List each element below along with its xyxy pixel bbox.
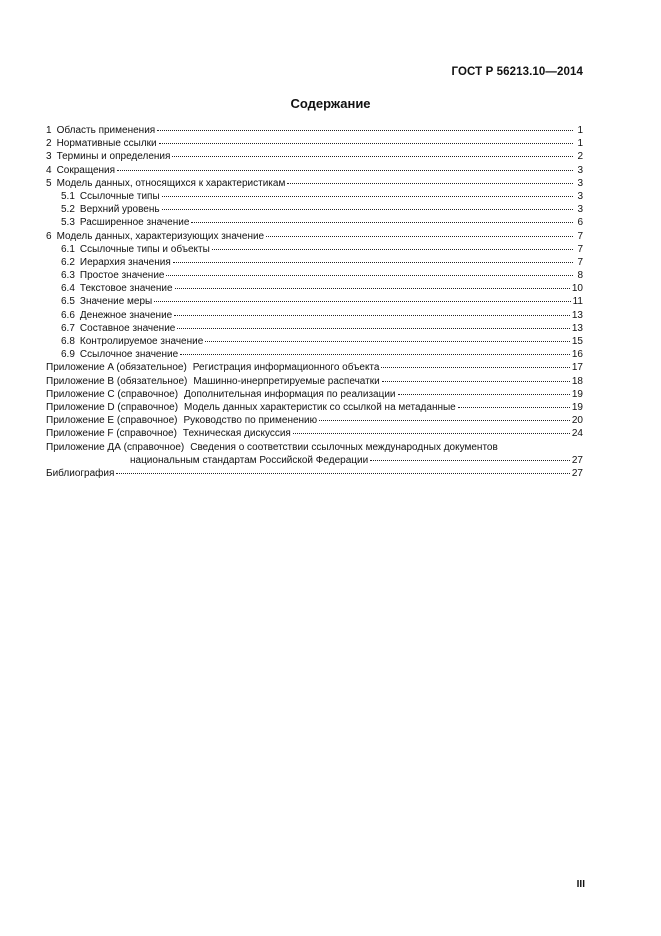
toc-entry-number: 6.3 — [61, 270, 75, 282]
toc-entry-number: 6.2 — [61, 256, 75, 268]
dot-leader — [162, 201, 573, 210]
toc-entry-title: Термины и определения — [56, 151, 171, 163]
dot-leader — [173, 254, 573, 263]
dot-leader — [117, 162, 573, 171]
toc-entry-number: 3 — [46, 151, 52, 163]
dot-leader — [370, 452, 570, 461]
toc-entry-page: 10 — [571, 283, 583, 295]
toc-entry-title: Ссылочное значение — [79, 349, 179, 361]
toc-entry-page: 19 — [571, 401, 583, 413]
toc-entry-title: Расширенное значение — [79, 217, 190, 229]
dot-leader — [287, 175, 573, 184]
toc-entry-title: Модель данных характеристик со ссылкой на метаданные — [184, 401, 456, 413]
toc-entry-title: Модель данных, характеризующих значение — [56, 230, 265, 242]
toc-entry-title: Составное значение — [79, 322, 176, 334]
toc-entry-page: 16 — [571, 349, 583, 361]
dot-leader — [175, 280, 570, 289]
toc-entry-number: 6.6 — [61, 309, 75, 321]
toc-entry-title: Машинно-инерпретируемые распечатки — [193, 375, 380, 387]
toc-entry-page: 7 — [577, 230, 583, 242]
appendix-label: Приложение A (обязательное) — [46, 362, 187, 374]
toc-entry-title: Регистрация информационного объекта — [192, 362, 380, 374]
dot-leader — [159, 135, 573, 144]
appendix-label: Приложение B (обязательное) — [46, 375, 188, 387]
appendix-label: Приложение F (справочное) — [46, 428, 177, 440]
appendix-label: Приложение E (справочное) — [46, 415, 178, 427]
toc-entry-page: 27 — [571, 467, 583, 479]
toc-entry-page: 7 — [577, 256, 583, 268]
toc-entry-page: 7 — [577, 243, 583, 255]
toc-entry-page: 1 — [577, 125, 583, 136]
toc-entry-page: 11 — [572, 296, 583, 308]
toc-entry-page: 3 — [577, 204, 583, 216]
toc-entry-title: Сведения о соответствии ссылочных международных документов — [190, 441, 498, 453]
toc-entry-title: Библиография — [46, 467, 115, 479]
dot-leader — [382, 373, 570, 382]
dot-leader — [180, 346, 570, 355]
toc-entry-page: 18 — [571, 375, 583, 387]
appendix-label: Приложение C (справочное) — [46, 388, 179, 400]
toc-entry-page: 27 — [571, 454, 583, 466]
dot-leader — [166, 267, 573, 276]
toc-entry-page: 8 — [577, 270, 583, 282]
toc-entry-page: 19 — [571, 388, 583, 400]
toc-entry-page: 13 — [571, 309, 583, 321]
toc-entry-number: 6.8 — [61, 336, 75, 347]
dot-leader — [116, 465, 569, 474]
toc-entry-title: Денежное значение — [79, 309, 173, 321]
toc-entry-number: 1 — [46, 125, 52, 136]
toc-entry-page: 1 — [577, 138, 583, 150]
toc-entry-title: Сокращения — [56, 164, 116, 176]
dot-leader — [162, 188, 573, 197]
toc-entry-number: 5.1 — [61, 190, 75, 202]
toc-entry-page: 3 — [577, 177, 583, 189]
dot-leader — [398, 386, 570, 395]
toc-entry-title-continued: национальным стандартам Российской Федерации — [130, 454, 369, 466]
toc-entry-title: Техническая дискуссия — [182, 428, 291, 440]
toc-entry-page: 15 — [571, 336, 583, 347]
toc-entry-number: 6 — [46, 230, 52, 242]
dot-leader — [177, 320, 570, 329]
dot-leader — [154, 293, 570, 302]
appendix-label: Приложение ДА (справочное) — [46, 441, 185, 453]
page-title: Содержание — [290, 96, 371, 111]
toc-entry-page: 17 — [571, 362, 583, 374]
toc-entry-title: Ссылочные типы и объекты — [79, 243, 210, 255]
dot-leader — [381, 359, 569, 368]
toc-entry-number: 6.7 — [61, 322, 75, 334]
toc-entry-number: 5.3 — [61, 217, 75, 229]
appendix-label: Приложение D (справочное) — [46, 401, 179, 413]
toc-entry-title: Ссылочные типы — [79, 190, 160, 202]
toc-entry-title: Область применения — [56, 125, 156, 136]
dot-leader — [172, 148, 573, 157]
toc-entry-number: 6.1 — [61, 243, 75, 255]
dot-leader — [458, 399, 570, 408]
toc-entry-page: 20 — [571, 415, 583, 427]
table-of-contents — [46, 124, 583, 480]
toc-entry-number: 2 — [46, 138, 52, 150]
dot-leader — [212, 241, 573, 250]
dot-leader — [266, 228, 573, 237]
toc-entry-page: 3 — [577, 190, 583, 202]
toc-entry-page: 13 — [571, 322, 583, 334]
dot-leader — [205, 333, 570, 342]
toc-appendix-entry[interactable] — [46, 427, 583, 440]
standard-code: ГОСТ Р 56213.10—2014 — [451, 66, 583, 78]
toc-entry-page: 6 — [577, 217, 583, 229]
toc-entry-title: Контролируемое значение — [79, 336, 204, 347]
toc-entry-number: 6.5 — [61, 296, 75, 308]
toc-entry-number: 6.4 — [61, 283, 75, 295]
toc-entry-title: Руководство по применению — [183, 415, 318, 427]
toc-entry-title: Простое значение — [79, 270, 165, 282]
toc-entry-page: 24 — [571, 428, 583, 440]
dot-leader — [319, 412, 570, 421]
toc-entry-number: 6.9 — [61, 349, 75, 361]
toc-entry-title: Верхний уровень — [79, 204, 160, 216]
page-number: III — [576, 879, 585, 890]
toc-entry-page: 2 — [577, 151, 583, 163]
toc-entry-number: 4 — [46, 164, 52, 176]
toc-entry-title: Дополнительная информация по реализации — [184, 388, 396, 400]
toc-entry-title: Значение меры — [79, 296, 153, 308]
toc-entry-title: Нормативные ссылки — [56, 138, 157, 150]
dot-leader — [174, 307, 570, 316]
toc-entry-bibliography[interactable] — [46, 467, 583, 480]
dot-leader — [293, 425, 570, 434]
toc-entry-title: Текстовое значение — [79, 283, 173, 295]
dot-leader — [191, 214, 573, 223]
dot-leader — [157, 122, 573, 131]
toc-entry-page: 3 — [577, 164, 583, 176]
toc-entry-number: 5.2 — [61, 204, 75, 216]
toc-entry-title: Иерархия значения — [79, 256, 171, 268]
toc-entry-number: 5 — [46, 177, 52, 189]
toc-entry-title: Модель данных, относящихся к характеристикам — [56, 177, 286, 189]
